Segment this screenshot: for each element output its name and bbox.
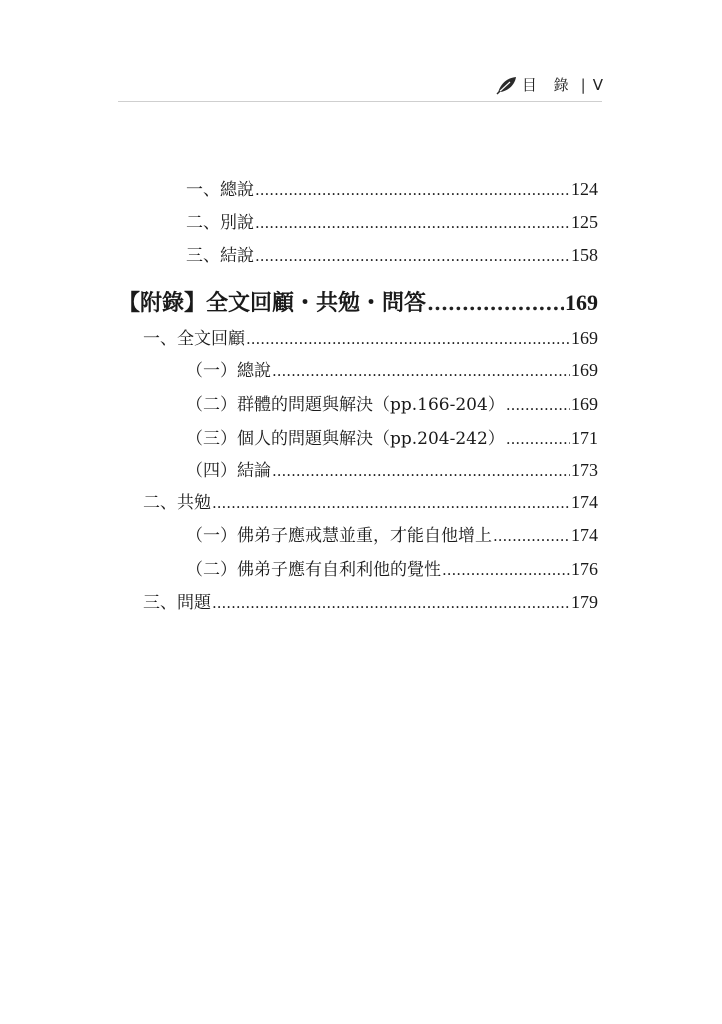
toc-leader-dots: [255, 247, 570, 265]
toc-leader-dots: [212, 494, 570, 512]
toc-entry-label: 一、總說: [186, 180, 254, 200]
toc-entry[interactable]: [186, 424, 598, 449]
toc-entry[interactable]: [186, 555, 598, 580]
header-title: 目 錄: [521, 76, 575, 94]
toc-entry[interactable]: [186, 241, 598, 266]
toc-entry-label: （一）佛弟子應戒慧並重，才能自他增上: [186, 526, 492, 546]
toc-entry-label: 一、全文回顧: [143, 329, 245, 349]
toc-entry[interactable]: [186, 456, 598, 481]
toc-leader-dots: [506, 430, 570, 448]
toc-entry-label: 三、結說: [186, 246, 254, 266]
toc-entry-page: 169: [565, 290, 598, 315]
toc-leader-dots: [272, 462, 570, 480]
toc-entry-label: （二）群體的問題與解決（pp.166-204）: [186, 395, 505, 415]
toc-leader-dots: [506, 396, 570, 414]
toc-entry[interactable]: [143, 588, 598, 613]
toc-entry[interactable]: [186, 390, 598, 415]
toc-entry-label: 【附錄】全文回顧・共勉・問答: [118, 290, 427, 316]
page-header: [0, 0, 722, 104]
running-header: [496, 74, 604, 95]
toc-entry[interactable]: [186, 208, 598, 233]
toc-entry-label: （四）結論: [186, 461, 271, 481]
toc-leader-dots: [246, 330, 570, 348]
toc-entry-page: 171: [571, 428, 598, 448]
toc-entry-page: 173: [571, 460, 598, 480]
toc-entry-page: 125: [571, 212, 598, 232]
toc-entry-label: （三）個人的問題與解決（pp.204-242）: [186, 429, 505, 449]
toc-entry-page: 169: [571, 394, 598, 414]
toc-entry-label: 二、別說: [186, 213, 254, 233]
toc-entry-page: 174: [571, 525, 598, 545]
toc-entry[interactable]: [186, 521, 598, 546]
toc-leader-dots: [442, 561, 570, 579]
toc-entry-label: （二）佛弟子應有自利利他的覺性: [186, 560, 441, 580]
header-rule: [118, 101, 602, 102]
toc-entry-page: 169: [571, 360, 598, 380]
toc-leader-dots: [212, 594, 570, 612]
toc-entry-page: 176: [571, 559, 598, 579]
toc-entry-label: （一）總說: [186, 361, 271, 381]
toc-entry[interactable]: [143, 488, 598, 513]
toc-leader-dots: [255, 214, 570, 232]
header-separator: |: [580, 75, 587, 94]
toc-entry-page: 174: [571, 492, 598, 512]
toc-entry-page: 158: [571, 245, 598, 265]
toc-entry-label: 三、問題: [143, 593, 211, 613]
toc-entry-page: 179: [571, 592, 598, 612]
toc-leader-dots: [493, 527, 570, 545]
leaf-icon: [496, 75, 518, 95]
toc-appendix-heading[interactable]: [118, 286, 598, 317]
toc-entry-label: 二、共勉: [143, 493, 211, 513]
toc-leader-dots: [255, 181, 570, 199]
toc-leader-dots: [427, 291, 564, 315]
toc-entry-page: 169: [571, 328, 598, 348]
toc-entry-page: 124: [571, 179, 598, 199]
toc-leader-dots: [272, 362, 570, 380]
toc-entry[interactable]: [186, 356, 598, 381]
toc-entry[interactable]: [186, 175, 598, 200]
header-page-number: V: [592, 75, 604, 94]
toc-entry[interactable]: [143, 324, 598, 349]
